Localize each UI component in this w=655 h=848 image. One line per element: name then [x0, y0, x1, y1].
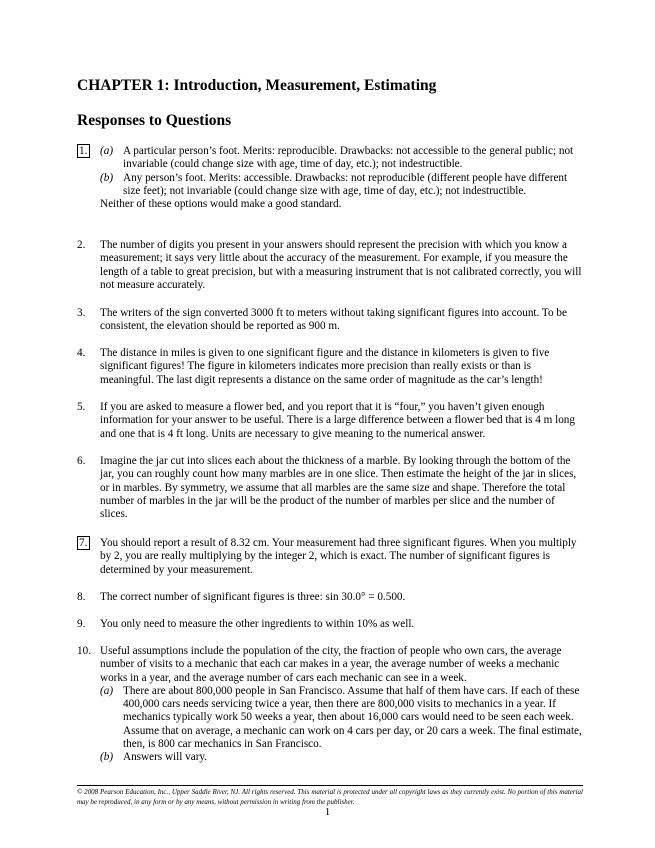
answer-text: You should report a result of 8.32 cm. Your measurement had three significant figures. When you multiply by 2, you are really multiplying by the integer 2, which is exact. The number of significant figures is determined by your measurement.	[100, 537, 577, 576]
question-number: 10.	[77, 645, 91, 657]
sub-answer-a	[100, 685, 583, 751]
question-number: 4.	[77, 347, 86, 359]
question-number: 5.	[77, 401, 86, 413]
question-number: 1.	[77, 145, 97, 158]
answer-text: A particular person’s foot. Merits: reproducible. Drawbacks: not accessible to the general public; not invariable (could change size with age, time of day, etc.); not indestructible.	[123, 145, 574, 171]
question-5	[77, 401, 583, 441]
answer-text: The writers of the sign converted 3000 ft to meters without taking significant figures into account. To be consistent, the elevation should be reported as 900 m.	[100, 307, 567, 333]
answer-text: Imagine the jar cut into slices each about the thickness of a marble. By looking through the bottom of the jar, you can roughly count how many marbles are in one slice. Then estimate the height of the jar in slices, or in marbles. By symmetry, we assume that all marbles are the same size and shape. Therefore the total number of marbles in the jar will be the product of the number of marbles per slice and the number of slices.	[100, 455, 577, 521]
answer-text: Any person’s foot. Merits: accessible. Drawbacks: not reproducible (different people have different size feet); not invariable (could change size with age, time of day, etc.); not indestructible.	[123, 171, 568, 197]
page-number: 1	[324, 806, 331, 818]
question-number: 2.	[77, 239, 86, 251]
answer-text: You only need to measure the other ingredients to within 10% as well.	[100, 618, 415, 630]
answer-text: The number of digits you present in your answers should represent the precision with which you know a measurement; it says very little about the accuracy of the measurement. For example, if you measure the length of a table to great precision, but with a measuring instrument that is not calibrated correctly, you will not measure accurately.	[100, 239, 582, 291]
sub-answer-b	[100, 751, 583, 764]
answer-text: If you are asked to measure a flower bed, and you report that it is “four,” you haven’t given enough information for your answer to be useful. There is a large difference between a flower bed that is 4 m long and one that is 4 ft long. Units are necessary to give meaning to the numerical answer.	[100, 401, 575, 440]
chapter-title: CHAPTER 1: Introduction, Measurement, Estimating	[77, 77, 437, 94]
question-number: 7.	[77, 537, 97, 550]
question-8	[77, 591, 583, 604]
answer-conclusion: Neither of these options would make a good standard.	[100, 198, 342, 211]
sub-label: (b)	[100, 751, 114, 764]
question-number: 3.	[77, 307, 86, 319]
question-number: 8.	[77, 591, 86, 603]
question-number: 9.	[77, 618, 86, 630]
copyright-notice: © 2008 Pearson Education, Inc., Upper Saddle River, NJ. All rights reserved. This material is protected under all copyright laws as they currently exist. No portion of this material may be reproduced, in any form or by any means, without permission in writing from the publisher.	[77, 788, 583, 806]
question-1	[77, 145, 583, 211]
question-6	[77, 455, 583, 521]
answer-text: Answers will vary.	[123, 751, 208, 764]
sub-answer-a	[100, 145, 583, 172]
answer-text: The correct number of significant figures is three: sin 30.0° = 0.500.	[100, 591, 406, 603]
answer-text: The distance in miles is given to one significant figure and the distance in kilometers is given to five significant figures! The figure in kilometers indicates more precision than really exists or than is meaningful. The last digit represents a distance on the same order of magnitude as the car’s length!	[100, 347, 550, 386]
question-4	[77, 347, 583, 387]
sub-label: (a)	[100, 684, 114, 697]
footer-divider	[77, 785, 583, 786]
question-9	[77, 618, 583, 631]
question-3	[77, 307, 583, 334]
answer-text: There are about 800,000 people in San Francisco. Assume that half of them have cars. If each of these 400,000 cars needs servicing twice a year, then there are 800,000 visits to mechanics in a year. If mechanics typically work 50 weeks a year, then about 16,000 cars would need to be seen each week. Assume that on average, a mechanic can work on 4 cars per day, or 20 cars a week. The final estimate, then, is 800 car mechanics in San Francisco.	[123, 684, 582, 751]
question-2	[77, 239, 583, 292]
sub-answer-b	[100, 172, 583, 199]
question-10	[77, 645, 583, 765]
sub-label: (a)	[100, 145, 114, 157]
question-number: 6.	[77, 455, 86, 467]
section-title: Responses to Questions	[77, 112, 232, 129]
sub-label: (b)	[100, 171, 114, 184]
question-7	[77, 537, 583, 577]
answer-text: Useful assumptions include the population of the city, the fraction of people who own cars, the average number of visits to a mechanic that each car makes in a year, the average number of weeks a mechanic works in a year, and the average number of cars each mechanic can see in a week.	[100, 645, 562, 684]
